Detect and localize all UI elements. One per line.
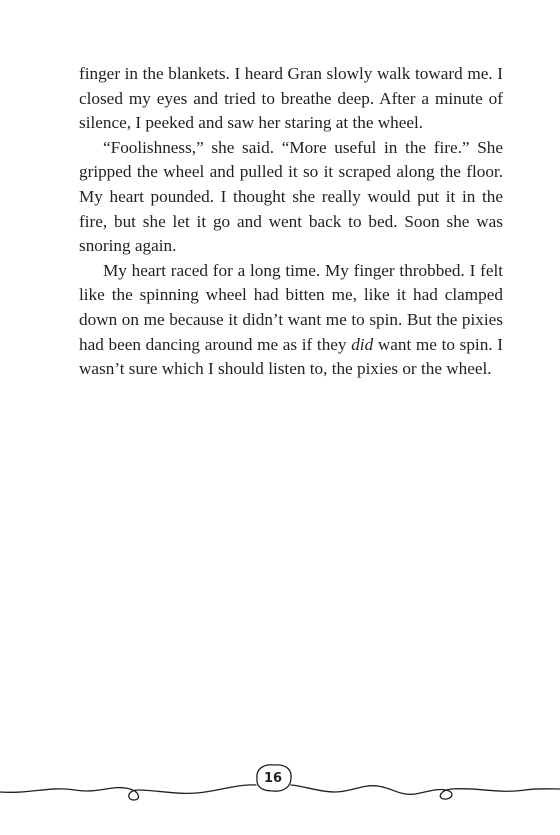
page-body-text — [79, 62, 503, 382]
paragraph-2: “Foolishness,” she said. “More useful in the fire.” She gripped the wheel and pulled it so it scraped along the floor. My heart pounded. I thought she really would put it in the fire, but she let it go and went back to bed. Soon she was snoring again. — [79, 137, 503, 256]
paragraph-3-part-1: My heart raced for a long time. My finger throbbed. I felt like the spinning wheel had bitten me, like it had clamped down on me because it didn’t want me to spin. But the pixies had been dancing around me as if they — [79, 260, 503, 354]
paragraph-1: finger in the blankets. I heard Gran slowly walk toward me. I closed my eyes and tried to breathe deep. After a minute of silence, I peeked and saw her staring at the wheel. — [79, 64, 503, 133]
paragraph-3-part-2: want me to spin. I wasn’t sure which I should listen to, the pixies or the wheel. — [79, 334, 503, 379]
page-number: 16 — [263, 771, 283, 786]
paragraph-3-emphasis: did — [351, 334, 374, 354]
paragraph-3 — [79, 259, 503, 382]
